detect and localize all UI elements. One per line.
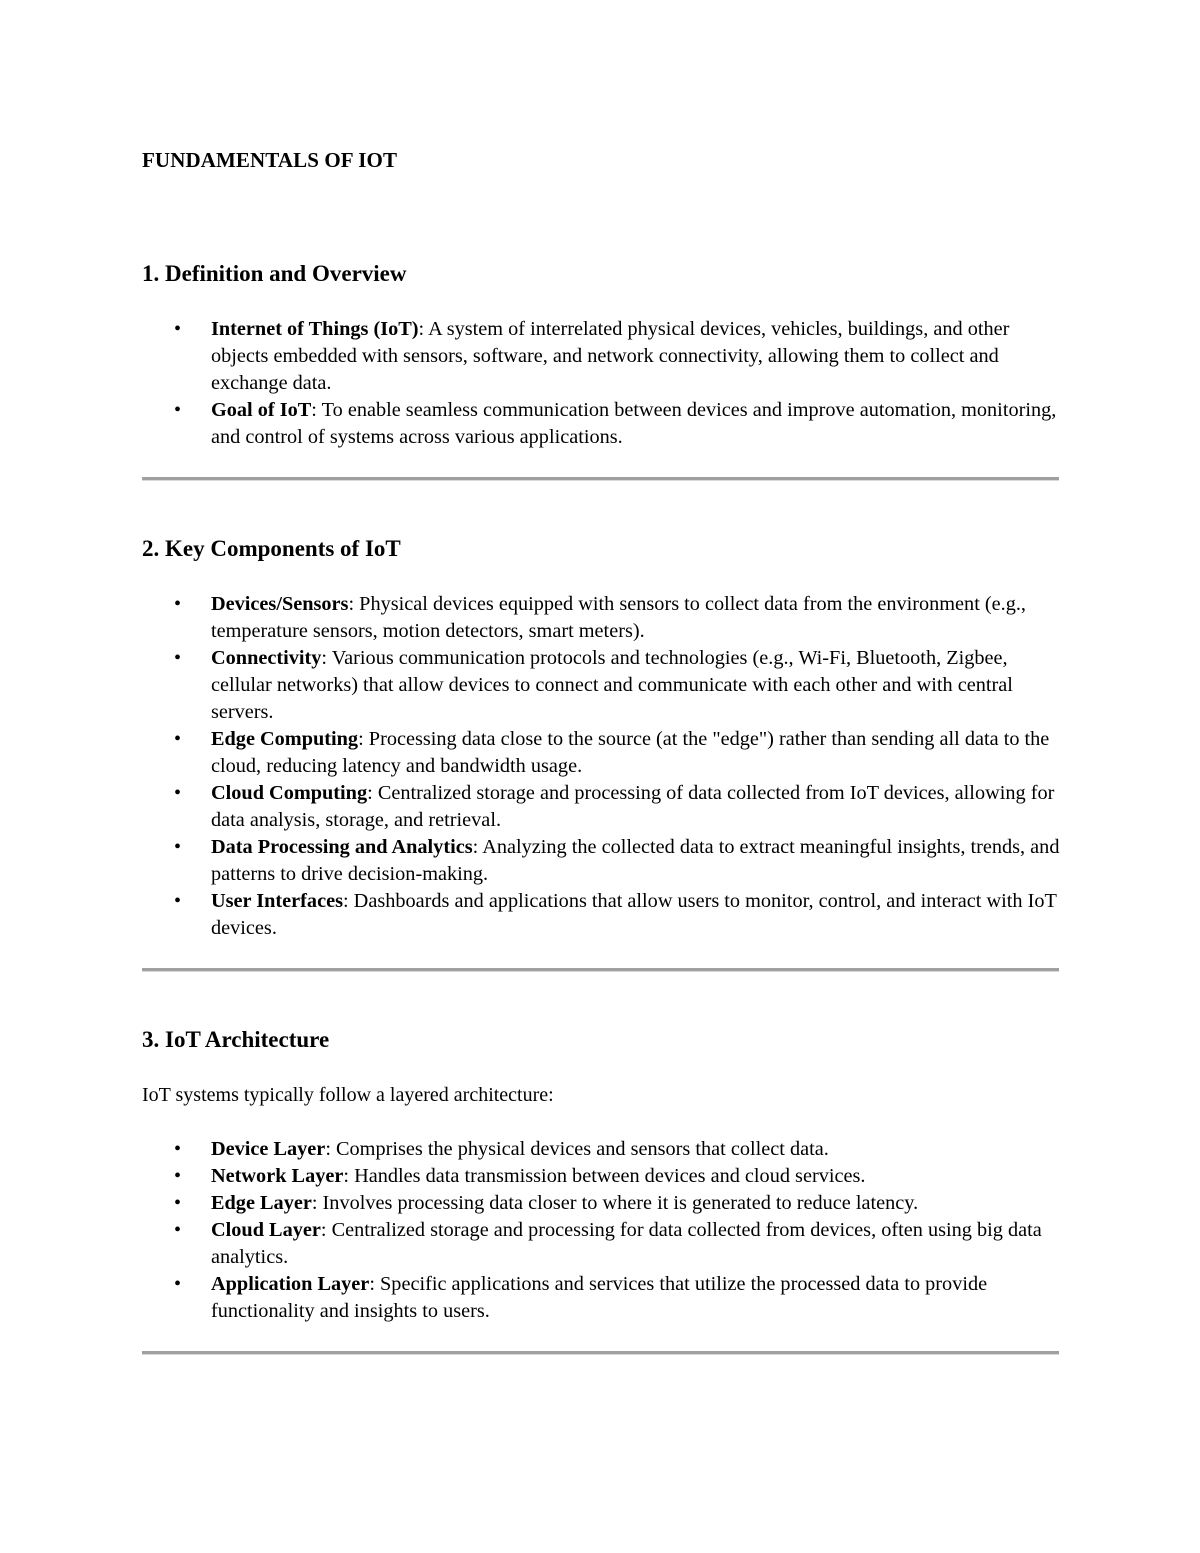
- item-text: : A system of interrelated physical devices, vehicles, buildings, and other objects embedded with sensors, software, and network connectivity, allowing them to collect and exchange data.: [211, 318, 1010, 394]
- item-text: : Centralized storage and processing for data collected from devices, often using big data analytics.: [211, 1219, 1042, 1268]
- section-heading: 3. IoT Architecture: [142, 1027, 330, 1052]
- bullet-icon: •: [174, 1219, 182, 1241]
- bullet-icon: •: [174, 728, 182, 750]
- bullet-icon: •: [174, 1165, 182, 1187]
- list-item: [142, 1163, 1060, 1190]
- section-definition-overview: [142, 260, 1060, 451]
- bullet-icon: •: [174, 318, 182, 340]
- list-item: [142, 1271, 1060, 1325]
- list-item: [142, 591, 1060, 645]
- item-term: Cloud Layer: [211, 1219, 321, 1241]
- section-intro: IoT systems typically follow a layered architecture:: [142, 1084, 554, 1106]
- bullet-icon: •: [174, 1138, 182, 1160]
- list-item: [142, 397, 1060, 451]
- list-item: [142, 834, 1060, 888]
- item-term: Network Layer: [211, 1165, 344, 1187]
- list-item: [142, 726, 1060, 780]
- horizontal-rule: [142, 1351, 1059, 1355]
- section-heading: 1. Definition and Overview: [142, 261, 407, 286]
- document-title: FUNDAMENTALS OF IOT: [142, 148, 398, 172]
- item-term: Goal of IoT: [211, 399, 312, 421]
- horizontal-rule: [142, 968, 1059, 972]
- item-text: : Involves processing data closer to where it is generated to reduce latency.: [311, 1192, 919, 1214]
- list-item: [142, 1136, 1060, 1163]
- bullet-icon: •: [174, 399, 182, 421]
- bullet-icon: •: [174, 1192, 182, 1214]
- item-term: Edge Layer: [211, 1192, 312, 1214]
- item-text: : Physical devices equipped with sensors to collect data from the environment (e.g., temperature sensors, motion detectors, smart meters).: [211, 593, 1027, 642]
- section-key-components: [142, 535, 1060, 942]
- item-text: : Processing data close to the source (at the "edge") rather than sending all data to the cloud, reducing latency and bandwidth usage.: [211, 728, 1050, 777]
- list-item: [142, 780, 1060, 834]
- bullet-icon: •: [174, 890, 182, 912]
- item-text: : Specific applications and services that utilize the processed data to provide functionality and insights to users.: [211, 1273, 988, 1322]
- item-text: : To enable seamless communication between devices and improve automation, monitoring, and control of systems across various applications.: [211, 399, 1057, 448]
- item-term: Internet of Things (IoT): [211, 318, 419, 340]
- section-iot-architecture: [142, 1026, 1060, 1325]
- item-text: : Handles data transmission between devices and cloud services.: [343, 1165, 866, 1187]
- bullet-icon: •: [174, 836, 182, 858]
- bullet-icon: •: [174, 647, 182, 669]
- item-term: Connectivity: [211, 647, 322, 669]
- list-item: [142, 1190, 1060, 1217]
- item-term: Cloud Computing: [211, 782, 368, 804]
- bullet-icon: •: [174, 593, 182, 615]
- list-item: [142, 645, 1060, 726]
- item-term: Data Processing and Analytics: [211, 836, 473, 858]
- horizontal-rule: [142, 477, 1059, 481]
- list-item: [142, 316, 1060, 397]
- item-text: : Comprises the physical devices and sensors that collect data.: [325, 1138, 829, 1160]
- bullet-list: [142, 591, 1060, 942]
- item-text: : Various communication protocols and technologies (e.g., Wi-Fi, Bluetooth, Zigbee, cellular networks) that allow devices to connect and communicate with each other and with central servers.: [211, 647, 1013, 723]
- section-heading: 2. Key Components of IoT: [142, 536, 401, 561]
- item-term: Edge Computing: [211, 728, 359, 750]
- bullet-list: [142, 1136, 1060, 1325]
- list-item: [142, 888, 1060, 942]
- bullet-icon: •: [174, 782, 182, 804]
- list-item: [142, 1217, 1060, 1271]
- item-term: Application Layer: [211, 1273, 370, 1295]
- item-term: User Interfaces: [211, 890, 343, 912]
- item-term: Devices/Sensors: [211, 593, 349, 615]
- item-text: : Centralized storage and processing of data collected from IoT devices, allowing for data analysis, storage, and retrieval.: [211, 782, 1055, 831]
- item-text: : Analyzing the collected data to extract meaningful insights, trends, and patterns to drive decision-making.: [211, 836, 1060, 885]
- bullet-list: [142, 316, 1060, 451]
- bullet-icon: •: [174, 1273, 182, 1295]
- item-term: Device Layer: [211, 1138, 326, 1160]
- item-text: : Dashboards and applications that allow users to monitor, control, and interact with IoT devices.: [211, 890, 1057, 939]
